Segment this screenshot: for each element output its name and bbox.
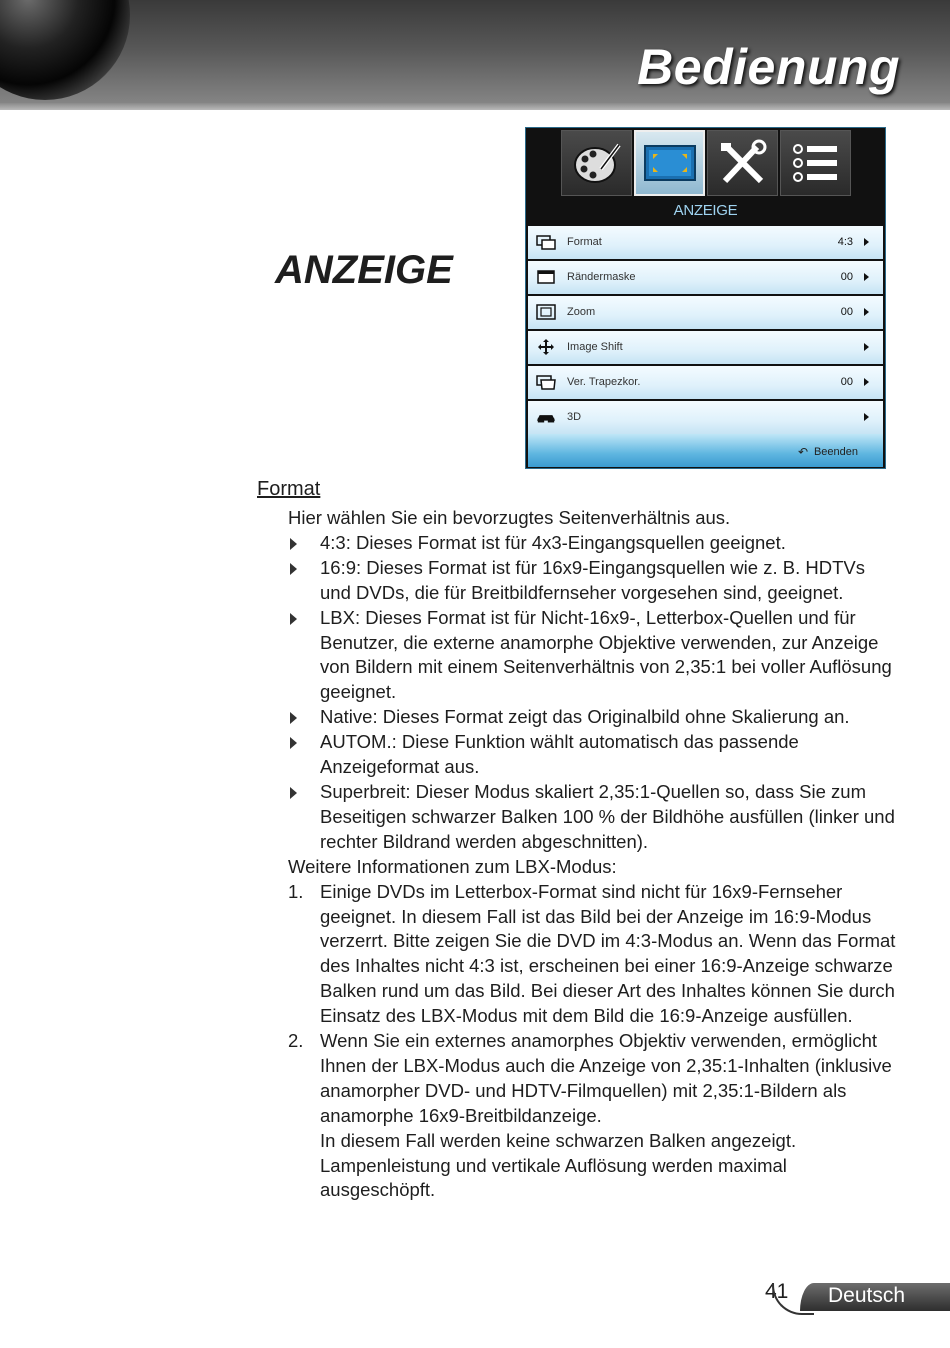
list-item-text: LBX: Dieses Format ist für Nicht-16x9-, Letterbox-Quellen und für Benutzer, die externe anamorphe Objektive verwenden, zur Anzeige von Bildern mit einem Seitenverhältnis von 2,35:1 bei voller Auflösung geeignet. <box>320 606 892 703</box>
chevron-right-icon <box>864 273 869 281</box>
osd-row-value: 00 <box>840 271 853 283</box>
bullet-arrow-icon <box>290 613 297 625</box>
osd-row-label: Ver. Trapezkor. <box>567 376 641 388</box>
osd-row-keystone[interactable] <box>528 366 883 399</box>
move-arrows-icon <box>536 339 556 355</box>
list-item-text: Superbreit: Dieser Modus skaliert 2,35:1-Quellen so, dass Sie zum Beseitigen schwarzer Balken 100 % der Bildhöhe ausfüllen (linker und rechter Bildrand werden abgeschnitten). <box>320 780 895 852</box>
list-item-text: AUTOM.: Diese Funktion wählt automatisch das passende Anzeigeformat aus. <box>320 731 799 778</box>
format-heading: Format <box>257 478 321 500</box>
palette-icon <box>571 139 623 187</box>
osd-row-label: 3D <box>567 411 582 423</box>
list-item <box>288 531 898 556</box>
options-list-icon <box>790 141 842 185</box>
bullet-arrow-icon <box>290 787 297 799</box>
osd-row-3d[interactable] <box>528 401 883 434</box>
bullet-arrow-icon <box>290 712 297 724</box>
list-item <box>288 556 898 606</box>
osd-row-label: Format <box>567 236 602 248</box>
chevron-right-icon <box>864 238 869 246</box>
osd-row-label: Image Shift <box>567 341 623 353</box>
osd-row-value: 4:3 <box>837 236 853 248</box>
chevron-right-icon <box>864 308 869 316</box>
list-item-text: 4:3: Dieses Format ist für 4x3-Eingangsquellen geeignet. <box>320 531 786 553</box>
chevron-right-icon <box>864 343 869 351</box>
lbx-notes-list <box>288 880 898 1204</box>
chevron-right-icon <box>864 413 869 421</box>
osd-row-edge-mask[interactable] <box>528 261 883 294</box>
item-number: 1. <box>288 880 304 902</box>
lbx-intro-paragraph: Weitere Informationen zum LBX-Modus: <box>288 855 617 877</box>
osd-title: ANZEIGE <box>673 202 738 219</box>
list-item <box>288 730 898 780</box>
numbered-item-text: Einige DVDs im Letterbox-Format sind nicht für 16x9-Fernseher geeignet. In diesem Fall ist das Bild bei der Anzeige im 16:9-Modus verzerrt. Bitte zeigen Sie die DVD im 4:3-Modus an. Wenn das Format des Inhaltes nicht 4:3 ist, erscheinen bei einer 16:9-Anzeige schwarze Balken rund um das Bild. Bei dieser Art des Inhaltes können Sie durch Einsatz des LBX-Modus mit dem Bild die 16:9-Anzeige ausfüllen. <box>320 880 896 1027</box>
osd-menu <box>525 127 886 469</box>
keystone-icon <box>536 374 556 390</box>
bullet-arrow-icon <box>290 538 297 550</box>
osd-tabs <box>561 130 851 196</box>
numbered-item-text-continued: In diesem Fall werden keine schwarzen Balken angezeigt. Lampenleistung und vertikale Auflösung werden maximal ausgeschöpft. <box>320 1129 797 1201</box>
language-label: Deutsch <box>828 1284 906 1307</box>
bullet-arrow-icon <box>290 737 297 749</box>
osd-footer <box>528 434 883 467</box>
tab-display[interactable] <box>634 130 705 196</box>
zoom-icon <box>536 304 556 320</box>
list-item <box>288 780 898 855</box>
intro-paragraph: Hier wählen Sie ein bevorzugtes Seitenverhältnis aus. <box>288 507 731 528</box>
tab-settings[interactable] <box>707 130 778 196</box>
page-number: 41 <box>765 1280 789 1303</box>
list-item-text: Native: Dieses Format zeigt das Originalbild ohne Skalierung an. <box>320 706 850 728</box>
3d-glasses-icon <box>536 409 556 425</box>
chevron-right-icon <box>864 378 869 386</box>
osd-row-format[interactable] <box>528 226 883 259</box>
format-icon <box>536 234 556 250</box>
osd-menu-list <box>528 226 883 436</box>
body-text <box>288 506 898 1203</box>
osd-row-value: 00 <box>840 376 853 388</box>
exit-button[interactable]: Beenden <box>813 446 858 458</box>
edge-mask-icon <box>536 269 556 285</box>
projector-lens-graphic <box>0 0 130 100</box>
return-arrow-icon: ↶ <box>797 445 808 459</box>
numbered-item <box>288 880 898 1029</box>
page-header <box>0 0 950 110</box>
list-item-text: 16:9: Dieses Format ist für 16x9-Eingangsquellen wie z. B. HDTVs und DVDs, die für Breitbildfernseher vorgesehen sind, geeignet. <box>320 556 865 603</box>
list-item <box>288 606 898 706</box>
numbered-item-text: Wenn Sie ein externes anamorphes Objektiv verwenden, ermöglicht Ihnen der LBX-Modus auch die Anzeige von 2,35:1-Inhalten (inklusive anamorpher DVD- und HDTV-Filmquellen) mit 2,35:1-Bildern als anamorphe 16x9-Breitbildanzeige. <box>320 1030 892 1126</box>
osd-row-zoom[interactable] <box>528 296 883 329</box>
numbered-item <box>288 1029 898 1203</box>
display-icon <box>643 142 697 184</box>
item-number: 2. <box>288 1030 304 1052</box>
header-title: Bedienung <box>637 39 900 95</box>
osd-row-image-shift[interactable] <box>528 331 883 364</box>
format-options-list <box>288 531 898 855</box>
bullet-arrow-icon <box>290 563 297 575</box>
section-title: ANZEIGE <box>275 248 453 292</box>
osd-row-label: Rändermaske <box>567 271 636 283</box>
osd-row-value: 00 <box>840 306 853 318</box>
list-item <box>288 705 898 730</box>
header-stripe <box>0 103 950 110</box>
osd-row-label: Zoom <box>567 306 596 318</box>
tools-icon <box>717 139 769 187</box>
tab-image[interactable] <box>561 130 632 196</box>
language-tab <box>800 1283 950 1311</box>
tab-options[interactable] <box>780 130 851 196</box>
